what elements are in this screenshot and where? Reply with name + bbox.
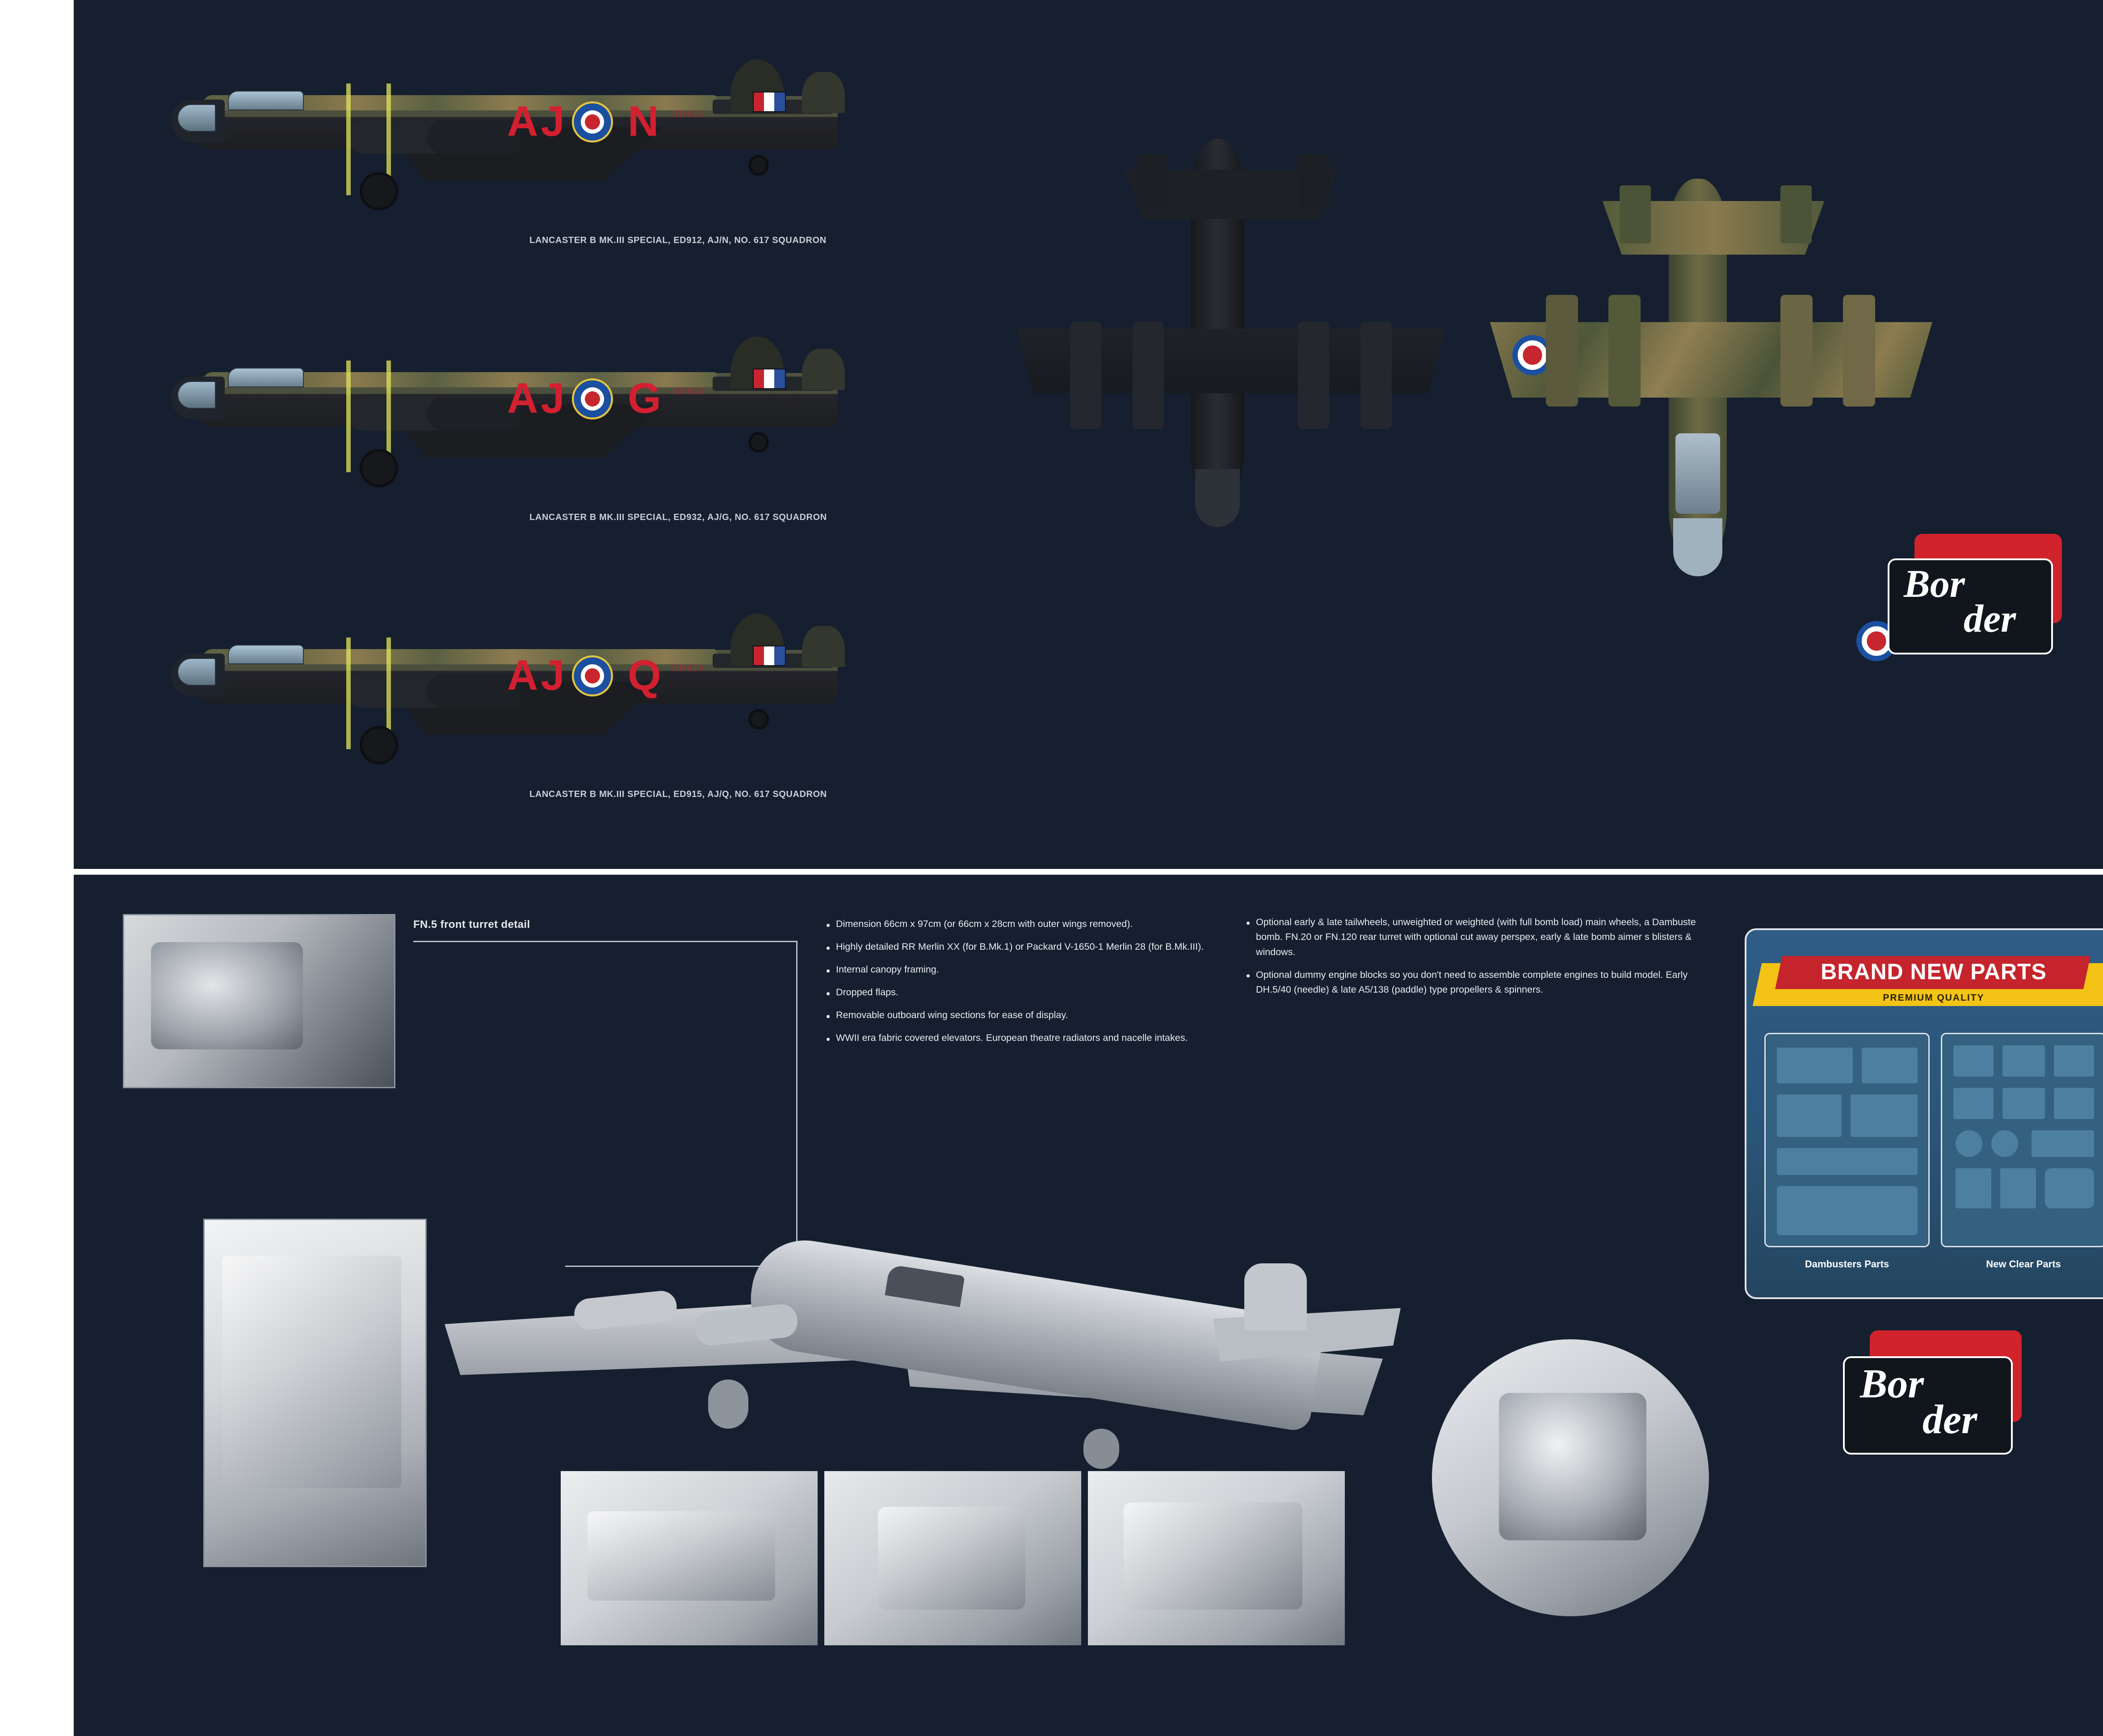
logo-text-bottom: der	[1923, 1396, 1977, 1442]
sprue-part	[2045, 1168, 2094, 1208]
leader-line-horizontal	[413, 941, 798, 942]
top-artwork-panel	[74, 0, 2103, 869]
serial-number: ED932	[672, 386, 705, 396]
tail-fin-plan-left	[1137, 154, 1168, 208]
aircraft-letter: G	[628, 374, 664, 422]
sprue-part	[1777, 1094, 1842, 1137]
underside-plan-view	[1003, 112, 1494, 715]
engine-plan-2	[1608, 295, 1641, 407]
sprue-part	[2000, 1168, 2036, 1208]
model-main-wheel	[708, 1380, 748, 1429]
engine-plan-4	[1360, 322, 1392, 429]
feature-item: • Removable outboard wing sections for ease of display.	[824, 1006, 1280, 1025]
profile-aj-n	[136, 42, 932, 245]
sprue-part	[1862, 1048, 1918, 1083]
feature-item: • Dimension 66cm x 97cm (or 66cm x 28cm with outer wings removed).	[824, 915, 1280, 934]
profile-aj-g	[136, 319, 932, 522]
sprue-part	[2032, 1130, 2094, 1157]
border-logo-top	[1888, 534, 2066, 668]
engine-plan-1	[1546, 295, 1578, 407]
border-logo-bottom	[1843, 1330, 2031, 1473]
nose-turret-plan	[1195, 469, 1240, 527]
tail-fin-plan-left	[1620, 185, 1651, 243]
feature-item: • WWII era fabric covered elevators. European theatre radiators and nacelle intakes.	[824, 1029, 1280, 1048]
sprue-part	[1777, 1148, 1918, 1175]
engine-plan-3	[1298, 322, 1329, 429]
detail-part	[588, 1511, 775, 1601]
profile-caption: LANCASTER B MK.III SPECIAL, ED912, AJ/N, NO. 617 SQUADRON	[529, 235, 827, 245]
engine-plan-4	[1843, 295, 1875, 407]
serial-number: ED915	[672, 663, 705, 673]
engine-nacelle-inner	[346, 398, 440, 431]
features-left-column	[824, 915, 1280, 1052]
profile-caption: LANCASTER B MK.III SPECIAL, ED932, AJ/G, NO. 617 SQUADRON	[529, 512, 827, 522]
cockpit-canopy	[228, 91, 304, 110]
aircraft-letter: Q	[628, 651, 664, 699]
turret-structure	[151, 942, 303, 1049]
model-tail-wheel	[1083, 1429, 1119, 1469]
engine-nacelle-outer	[427, 398, 521, 431]
tail-flash	[753, 92, 786, 112]
rear-turret-photo	[1432, 1339, 1709, 1616]
engine-nacelle-outer	[427, 675, 521, 708]
sprue-part	[1953, 1088, 1994, 1119]
feature-item: • Dropped flaps.	[824, 983, 1280, 1002]
bottom-detail-panel	[74, 875, 2103, 1736]
logo-text-top: Bor	[1904, 562, 1965, 606]
bomb-aimer-glazing	[177, 658, 216, 686]
turret-caption: FN.5 front turret detail	[413, 918, 530, 931]
propeller-disc-1	[346, 637, 351, 749]
sprue-part	[2002, 1045, 2045, 1077]
main-wheel	[360, 172, 398, 210]
propeller-disc-1	[346, 84, 351, 195]
detail-photo-1	[561, 1471, 818, 1645]
tail-flash	[753, 369, 786, 389]
tail-wheel	[748, 709, 769, 730]
sprue-part	[1956, 1168, 1991, 1208]
brand-new-parts-banner	[1757, 952, 2103, 1019]
dambusters-sprue-box	[1764, 1033, 1930, 1247]
feature-item: • Optional dummy engine blocks so you don't need to assemble complete engines to build model. Early DH.5/40 (needle) & late A5/138 (paddle) type propellers & spinners.	[1244, 968, 1718, 998]
tail-flash	[753, 646, 786, 666]
engine-nacelle-inner	[346, 675, 440, 708]
engine-nacelle-inner	[346, 121, 440, 154]
profile-caption: LANCASTER B MK.III SPECIAL, ED915, AJ/Q, NO. 617 SQUADRON	[529, 789, 827, 799]
logo-text-top: Bor	[1860, 1361, 1924, 1406]
banner-subtitle: PREMIUM QUALITY	[1883, 993, 1985, 1003]
main-wheel	[360, 449, 398, 487]
feature-item: • Optional early & late tailwheels, unweighted or weighted (with full bomb load) main wheels, a Dambuste bomb. FN.20 or FN.120 rear turret with optional cut away perspex, early & late bomb aimer s blisters & windows.	[1244, 915, 1718, 960]
tail-fin-right	[802, 349, 845, 390]
cockpit-canopy	[228, 368, 304, 387]
feature-item: • Internal canopy framing.	[824, 960, 1280, 979]
bomb-aimer-glazing	[177, 104, 216, 132]
detail-photo-2	[824, 1471, 1081, 1645]
detail-part	[878, 1507, 1025, 1610]
sprue-part	[1956, 1130, 1982, 1157]
serial-number: ED912	[672, 109, 705, 119]
clear-sprue-box	[1941, 1033, 2103, 1247]
tail-wheel	[748, 432, 769, 453]
tail-fin-plan-right	[1780, 185, 1812, 243]
sprue-part	[2054, 1045, 2094, 1077]
wing-structure-photo	[203, 1219, 427, 1567]
rear-turret-detail	[1499, 1393, 1646, 1540]
tail-fin-right	[802, 626, 845, 667]
detail-part	[1124, 1502, 1302, 1610]
banner-title: BRAND NEW PARTS	[1821, 959, 2047, 984]
clear-parts-label: New Clear Parts	[1986, 1258, 2061, 1270]
dambusters-parts-label: Dambusters Parts	[1805, 1258, 1889, 1270]
detail-photo-3	[1088, 1471, 1345, 1645]
sprue-part	[1991, 1130, 2018, 1157]
model-tail-fin	[1244, 1263, 1307, 1330]
cockpit-canopy	[228, 645, 304, 664]
tail-fin-right	[802, 72, 845, 113]
engine-plan-2	[1133, 322, 1164, 429]
cockpit-plan	[1675, 433, 1720, 514]
front-turret-photo	[123, 914, 395, 1088]
features-right-column	[1244, 915, 1718, 1002]
squadron-code-left: AJ	[507, 651, 567, 699]
wing-spar-detail	[222, 1256, 401, 1488]
feature-item: • Highly detailed RR Merlin XX (for B.Mk.1) or Packard V-1650-1 Merlin 28 (for B.Mk.III).	[824, 938, 1280, 956]
sprue-part	[1851, 1094, 1918, 1137]
sprue-part	[1777, 1186, 1918, 1235]
sprue-part	[2054, 1088, 2094, 1119]
left-margin	[0, 0, 74, 1736]
fuselage-roundel	[572, 378, 613, 419]
sprue-part	[1777, 1048, 1853, 1083]
fuselage-roundel	[572, 655, 613, 696]
logo-text-bottom: der	[1964, 597, 2016, 641]
tail-fin-plan-right	[1298, 154, 1329, 208]
bomb-aimer-glazing	[177, 381, 216, 409]
squadron-code-left: AJ	[507, 97, 567, 145]
brand-new-parts-box	[1745, 928, 2103, 1299]
sprue-part	[2002, 1088, 2045, 1119]
aircraft-letter: N	[628, 97, 662, 145]
fuselage-roundel	[572, 101, 613, 143]
main-wheel	[360, 726, 398, 764]
panel-divider	[74, 869, 2103, 875]
sprue-part	[1953, 1045, 1994, 1077]
nose-turret-plan	[1673, 518, 1722, 576]
profile-aj-q	[136, 596, 932, 799]
tail-wheel	[748, 155, 769, 176]
engine-nacelle-outer	[427, 121, 521, 154]
squadron-code-left: AJ	[507, 374, 567, 422]
engine-plan-3	[1780, 295, 1813, 407]
engine-plan-1	[1070, 322, 1101, 429]
propeller-disc-1	[346, 361, 351, 472]
